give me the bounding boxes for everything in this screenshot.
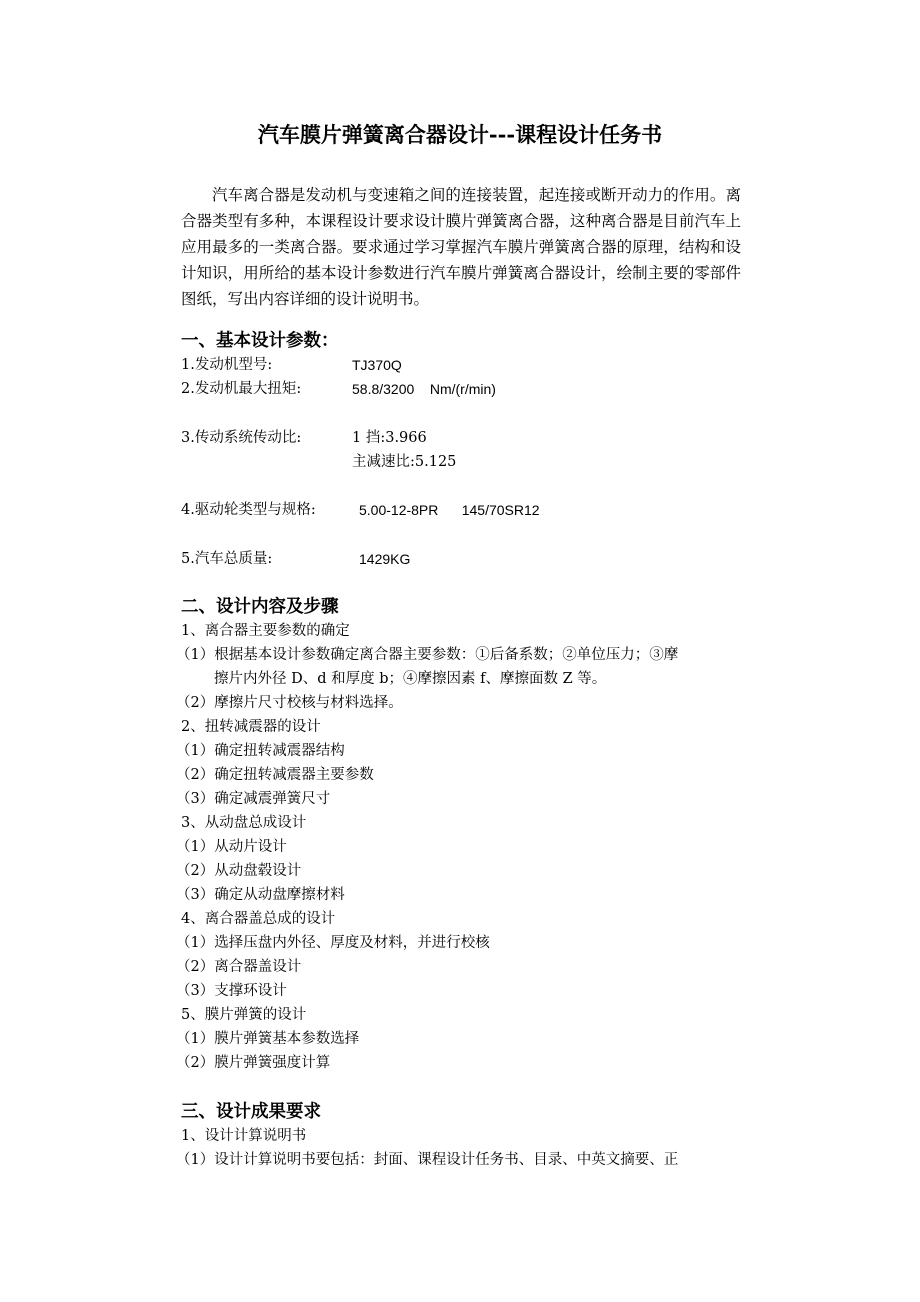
ratio-label: 3.传动系统传动比: xyxy=(181,430,302,446)
list-item: 2、扭转减震器的设计 xyxy=(181,719,321,735)
list-item: （2）离合器盖设计 xyxy=(176,959,302,975)
mass-label: 5.汽车总质量: xyxy=(181,551,273,567)
list-item: （2）确定扭转减震器主要参数 xyxy=(176,767,374,783)
section1-heading: 一、基本设计参数： xyxy=(181,331,339,351)
list-item: （1）膜片弹簧基本参数选择 xyxy=(176,1031,360,1047)
list-item: 4、离合器盖总成的设计 xyxy=(181,911,336,927)
list-item: 3、从动盘总成设计 xyxy=(181,815,307,831)
max-torque-value: 58.8/3200 Nm/(r/min) xyxy=(352,381,496,397)
engine-model-value: TJ370Q xyxy=(352,357,402,373)
list-item: （2）膜片弹簧强度计算 xyxy=(176,1055,331,1071)
intro-paragraph: 汽车离合器是发动机与变速箱之间的连接装置，起连接或断开动力的作用。离合器类型有多种，本课程设计要求设计膜片弹簧离合器，这种离合器是目前汽车上应用最多的一类离合器。要求通过学习掌握汽车膜片弹簧离合器的原理，结构和设计知识，用所给的基本设计参数进行汽车膜片弹簧离合器设计，绘制主要的零部件图纸，写出内容详细的设计说明书。 xyxy=(181,186,741,308)
wheel-label: 4.驱动轮类型与规格: xyxy=(181,502,316,518)
ratio-final: 主减速比:5.125 xyxy=(352,454,457,470)
list-item: 擦片内外径 D、d 和厚度 b；④摩擦因素 f、摩擦面数 Z 等。 xyxy=(214,671,607,687)
list-item: （3）确定从动盘摩擦材料 xyxy=(176,887,345,903)
engine-model-label: 1.发动机型号: xyxy=(181,357,273,373)
list-item: （1）确定扭转减震器结构 xyxy=(176,743,345,759)
mass-value: 1429KG xyxy=(359,551,411,567)
max-torque-label: 2.发动机最大扭矩: xyxy=(181,381,302,397)
list-item: （1）选择压盘内外径、厚度及材料，并进行校核 xyxy=(176,935,490,951)
list-item: （2）摩擦片尺寸校核与材料选择。 xyxy=(176,695,403,711)
document-title: 汽车膜片弹簧离合器设计---课程设计任务书 xyxy=(257,122,663,147)
list-item: 5、膜片弹簧的设计 xyxy=(181,1007,307,1023)
ratio-gear1: 1 挡:3.966 xyxy=(352,430,427,446)
list-item: 1、离合器主要参数的确定 xyxy=(181,623,350,639)
list-item: 1、设计计算说明书 xyxy=(181,1128,307,1144)
list-item: （3）支撑环设计 xyxy=(176,983,287,999)
wheel-value: 5.00-12-8PR 145/70SR12 xyxy=(359,502,540,518)
list-item: （1）根据基本设计参数确定离合器主要参数：①后备系数；②单位压力；③摩 xyxy=(176,647,679,663)
list-item: （2）从动盘毂设计 xyxy=(176,863,302,879)
list-item: （3）确定减震弹簧尺寸 xyxy=(176,791,331,807)
list-item: （1）从动片设计 xyxy=(176,839,287,855)
list-item: （1）设计计算说明书要包括：封面、课程设计任务书、目录、中英文摘要、正 xyxy=(176,1152,679,1168)
section3-heading: 三、设计成果要求 xyxy=(181,1102,321,1122)
section2-heading: 二、设计内容及步骤 xyxy=(181,597,339,617)
